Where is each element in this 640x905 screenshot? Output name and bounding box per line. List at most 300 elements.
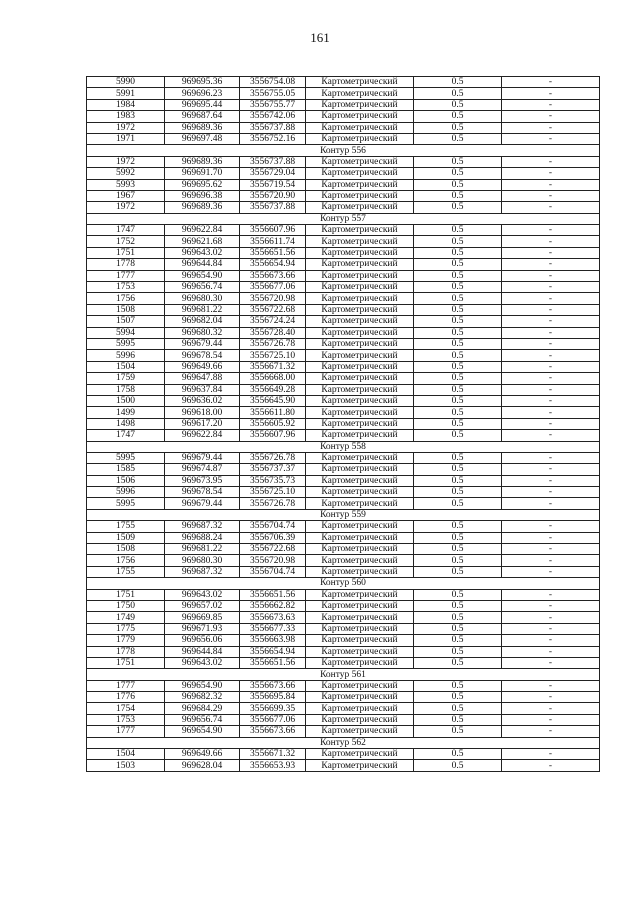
empty-value-cell: - bbox=[502, 247, 600, 258]
y-coordinate-cell: 3556651.56 bbox=[240, 657, 306, 668]
point-number-cell: 1753 bbox=[87, 714, 165, 725]
accuracy-cell: 0.5 bbox=[414, 225, 502, 236]
y-coordinate-cell: 3556611.80 bbox=[240, 407, 306, 418]
table-row bbox=[87, 111, 600, 122]
method-cell: Картометрический bbox=[306, 555, 414, 566]
table-row bbox=[87, 384, 600, 395]
accuracy-cell: 0.5 bbox=[414, 395, 502, 406]
accuracy-cell: 0.5 bbox=[414, 487, 502, 498]
method-cell: Картометрический bbox=[306, 612, 414, 623]
method-cell: Картометрический bbox=[306, 225, 414, 236]
empty-value-cell: - bbox=[502, 646, 600, 657]
y-coordinate-cell: 3556737.88 bbox=[240, 156, 306, 167]
x-coordinate-cell: 969695.44 bbox=[165, 99, 240, 110]
accuracy-cell: 0.5 bbox=[414, 168, 502, 179]
method-cell: Картометрический bbox=[306, 600, 414, 611]
method-cell: Картометрический bbox=[306, 77, 414, 88]
point-number-cell: 1755 bbox=[87, 566, 165, 577]
method-cell: Картометрический bbox=[306, 338, 414, 349]
contour-label: Контур 556 bbox=[87, 145, 600, 156]
empty-value-cell: - bbox=[502, 566, 600, 577]
contour-header-row bbox=[87, 578, 600, 589]
x-coordinate-cell: 969621.68 bbox=[165, 236, 240, 247]
coordinates-table-body bbox=[87, 77, 600, 772]
method-cell: Картометрический bbox=[306, 304, 414, 315]
empty-value-cell: - bbox=[502, 316, 600, 327]
point-number-cell: 5994 bbox=[87, 327, 165, 338]
contour-header-row bbox=[87, 737, 600, 748]
table-row bbox=[87, 282, 600, 293]
x-coordinate-cell: 969671.93 bbox=[165, 623, 240, 634]
contour-label: Контур 562 bbox=[87, 737, 600, 748]
table-row bbox=[87, 635, 600, 646]
x-coordinate-cell: 969636.02 bbox=[165, 395, 240, 406]
accuracy-cell: 0.5 bbox=[414, 327, 502, 338]
y-coordinate-cell: 3556755.05 bbox=[240, 88, 306, 99]
y-coordinate-cell: 3556737.37 bbox=[240, 464, 306, 475]
contour-label: Контур 559 bbox=[87, 509, 600, 520]
accuracy-cell: 0.5 bbox=[414, 589, 502, 600]
accuracy-cell: 0.5 bbox=[414, 623, 502, 634]
x-coordinate-cell: 969682.32 bbox=[165, 692, 240, 703]
empty-value-cell: - bbox=[502, 384, 600, 395]
table-row bbox=[87, 133, 600, 144]
empty-value-cell: - bbox=[502, 714, 600, 725]
point-number-cell: 5996 bbox=[87, 350, 165, 361]
point-number-cell: 1508 bbox=[87, 304, 165, 315]
point-number-cell: 1749 bbox=[87, 612, 165, 623]
table-row bbox=[87, 190, 600, 201]
method-cell: Картометрический bbox=[306, 418, 414, 429]
table-row bbox=[87, 179, 600, 190]
point-number-cell: 1747 bbox=[87, 225, 165, 236]
point-number-cell: 5995 bbox=[87, 338, 165, 349]
y-coordinate-cell: 3556729.04 bbox=[240, 168, 306, 179]
method-cell: Картометрический bbox=[306, 532, 414, 543]
accuracy-cell: 0.5 bbox=[414, 452, 502, 463]
y-coordinate-cell: 3556653.93 bbox=[240, 760, 306, 771]
y-coordinate-cell: 3556752.16 bbox=[240, 133, 306, 144]
point-number-cell: 1775 bbox=[87, 623, 165, 634]
point-number-cell: 1967 bbox=[87, 190, 165, 201]
method-cell: Картометрический bbox=[306, 122, 414, 133]
point-number-cell: 1503 bbox=[87, 760, 165, 771]
method-cell: Картометрический bbox=[306, 202, 414, 213]
empty-value-cell: - bbox=[502, 498, 600, 509]
point-number-cell: 1778 bbox=[87, 646, 165, 657]
page-number: 161 bbox=[310, 30, 330, 45]
accuracy-cell: 0.5 bbox=[414, 156, 502, 167]
method-cell: Картометрический bbox=[306, 384, 414, 395]
empty-value-cell: - bbox=[502, 680, 600, 691]
point-number-cell: 1779 bbox=[87, 635, 165, 646]
point-number-cell: 1972 bbox=[87, 202, 165, 213]
table-row bbox=[87, 544, 600, 555]
table-row bbox=[87, 657, 600, 668]
point-number-cell: 1498 bbox=[87, 418, 165, 429]
x-coordinate-cell: 969618.00 bbox=[165, 407, 240, 418]
empty-value-cell: - bbox=[502, 612, 600, 623]
method-cell: Картометрический bbox=[306, 316, 414, 327]
point-number-cell: 1506 bbox=[87, 475, 165, 486]
empty-value-cell: - bbox=[502, 168, 600, 179]
x-coordinate-cell: 969680.32 bbox=[165, 327, 240, 338]
accuracy-cell: 0.5 bbox=[414, 282, 502, 293]
y-coordinate-cell: 3556737.88 bbox=[240, 122, 306, 133]
table-row bbox=[87, 760, 600, 771]
point-number-cell: 1751 bbox=[87, 589, 165, 600]
accuracy-cell: 0.5 bbox=[414, 635, 502, 646]
y-coordinate-cell: 3556724.24 bbox=[240, 316, 306, 327]
y-coordinate-cell: 3556726.78 bbox=[240, 338, 306, 349]
y-coordinate-cell: 3556704.74 bbox=[240, 566, 306, 577]
table-row bbox=[87, 293, 600, 304]
method-cell: Картометрический bbox=[306, 99, 414, 110]
method-cell: Картометрический bbox=[306, 760, 414, 771]
empty-value-cell: - bbox=[502, 156, 600, 167]
method-cell: Картометрический bbox=[306, 133, 414, 144]
y-coordinate-cell: 3556728.40 bbox=[240, 327, 306, 338]
table-row bbox=[87, 247, 600, 258]
point-number-cell: 1759 bbox=[87, 373, 165, 384]
table-row bbox=[87, 703, 600, 714]
table-row bbox=[87, 88, 600, 99]
y-coordinate-cell: 3556673.66 bbox=[240, 270, 306, 281]
point-number-cell: 1507 bbox=[87, 316, 165, 327]
y-coordinate-cell: 3556722.68 bbox=[240, 544, 306, 555]
y-coordinate-cell: 3556677.06 bbox=[240, 714, 306, 725]
x-coordinate-cell: 969687.64 bbox=[165, 111, 240, 122]
x-coordinate-cell: 969656.06 bbox=[165, 635, 240, 646]
x-coordinate-cell: 969649.66 bbox=[165, 361, 240, 372]
empty-value-cell: - bbox=[502, 430, 600, 441]
accuracy-cell: 0.5 bbox=[414, 373, 502, 384]
method-cell: Картометрический bbox=[306, 190, 414, 201]
x-coordinate-cell: 969679.44 bbox=[165, 452, 240, 463]
coordinates-table bbox=[86, 76, 600, 772]
y-coordinate-cell: 3556662.82 bbox=[240, 600, 306, 611]
method-cell: Картометрический bbox=[306, 430, 414, 441]
table-row bbox=[87, 99, 600, 110]
contour-label: Контур 558 bbox=[87, 441, 600, 452]
table-row bbox=[87, 612, 600, 623]
y-coordinate-cell: 3556673.66 bbox=[240, 726, 306, 737]
empty-value-cell: - bbox=[502, 327, 600, 338]
empty-value-cell: - bbox=[502, 703, 600, 714]
y-coordinate-cell: 3556695.84 bbox=[240, 692, 306, 703]
y-coordinate-cell: 3556720.98 bbox=[240, 293, 306, 304]
empty-value-cell: - bbox=[502, 99, 600, 110]
x-coordinate-cell: 969687.32 bbox=[165, 521, 240, 532]
table-row bbox=[87, 714, 600, 725]
method-cell: Картометрический bbox=[306, 680, 414, 691]
point-number-cell: 1747 bbox=[87, 430, 165, 441]
empty-value-cell: - bbox=[502, 749, 600, 760]
empty-value-cell: - bbox=[502, 475, 600, 486]
method-cell: Картометрический bbox=[306, 589, 414, 600]
table-row bbox=[87, 726, 600, 737]
x-coordinate-cell: 969644.84 bbox=[165, 259, 240, 270]
table-row bbox=[87, 407, 600, 418]
x-coordinate-cell: 969654.90 bbox=[165, 726, 240, 737]
y-coordinate-cell: 3556720.90 bbox=[240, 190, 306, 201]
x-coordinate-cell: 969643.02 bbox=[165, 247, 240, 258]
point-number-cell: 1756 bbox=[87, 293, 165, 304]
table-row bbox=[87, 338, 600, 349]
accuracy-cell: 0.5 bbox=[414, 555, 502, 566]
accuracy-cell: 0.5 bbox=[414, 99, 502, 110]
empty-value-cell: - bbox=[502, 407, 600, 418]
table-row bbox=[87, 623, 600, 634]
empty-value-cell: - bbox=[502, 600, 600, 611]
accuracy-cell: 0.5 bbox=[414, 692, 502, 703]
table-row bbox=[87, 498, 600, 509]
contour-header-row bbox=[87, 509, 600, 520]
table-row bbox=[87, 680, 600, 691]
table-row bbox=[87, 77, 600, 88]
empty-value-cell: - bbox=[502, 532, 600, 543]
table-row bbox=[87, 156, 600, 167]
empty-value-cell: - bbox=[502, 190, 600, 201]
x-coordinate-cell: 969696.23 bbox=[165, 88, 240, 99]
table-row bbox=[87, 532, 600, 543]
y-coordinate-cell: 3556671.32 bbox=[240, 749, 306, 760]
accuracy-cell: 0.5 bbox=[414, 236, 502, 247]
point-number-cell: 5990 bbox=[87, 77, 165, 88]
y-coordinate-cell: 3556611.74 bbox=[240, 236, 306, 247]
point-number-cell: 1778 bbox=[87, 259, 165, 270]
empty-value-cell: - bbox=[502, 760, 600, 771]
table-row bbox=[87, 566, 600, 577]
table-row bbox=[87, 122, 600, 133]
accuracy-cell: 0.5 bbox=[414, 270, 502, 281]
empty-value-cell: - bbox=[502, 589, 600, 600]
x-coordinate-cell: 969656.74 bbox=[165, 714, 240, 725]
point-number-cell: 1508 bbox=[87, 544, 165, 555]
x-coordinate-cell: 969647.88 bbox=[165, 373, 240, 384]
method-cell: Картометрический bbox=[306, 407, 414, 418]
point-number-cell: 1972 bbox=[87, 122, 165, 133]
empty-value-cell: - bbox=[502, 635, 600, 646]
empty-value-cell: - bbox=[502, 293, 600, 304]
y-coordinate-cell: 3556704.74 bbox=[240, 521, 306, 532]
accuracy-cell: 0.5 bbox=[414, 179, 502, 190]
accuracy-cell: 0.5 bbox=[414, 350, 502, 361]
y-coordinate-cell: 3556673.63 bbox=[240, 612, 306, 623]
method-cell: Картометрический bbox=[306, 749, 414, 760]
accuracy-cell: 0.5 bbox=[414, 726, 502, 737]
point-number-cell: 1499 bbox=[87, 407, 165, 418]
y-coordinate-cell: 3556725.10 bbox=[240, 350, 306, 361]
y-coordinate-cell: 3556677.06 bbox=[240, 282, 306, 293]
empty-value-cell: - bbox=[502, 487, 600, 498]
accuracy-cell: 0.5 bbox=[414, 475, 502, 486]
method-cell: Картометрический bbox=[306, 270, 414, 281]
point-number-cell: 1758 bbox=[87, 384, 165, 395]
accuracy-cell: 0.5 bbox=[414, 88, 502, 99]
method-cell: Картометрический bbox=[306, 498, 414, 509]
x-coordinate-cell: 969689.36 bbox=[165, 156, 240, 167]
accuracy-cell: 0.5 bbox=[414, 190, 502, 201]
point-number-cell: 1971 bbox=[87, 133, 165, 144]
coordinates-table-wrapper bbox=[86, 76, 600, 772]
x-coordinate-cell: 969682.04 bbox=[165, 316, 240, 327]
y-coordinate-cell: 3556663.98 bbox=[240, 635, 306, 646]
point-number-cell: 1752 bbox=[87, 236, 165, 247]
point-number-cell: 1750 bbox=[87, 600, 165, 611]
point-number-cell: 1755 bbox=[87, 521, 165, 532]
table-row bbox=[87, 430, 600, 441]
table-row bbox=[87, 555, 600, 566]
accuracy-cell: 0.5 bbox=[414, 316, 502, 327]
contour-header-row bbox=[87, 441, 600, 452]
x-coordinate-cell: 969669.85 bbox=[165, 612, 240, 623]
x-coordinate-cell: 969689.36 bbox=[165, 202, 240, 213]
method-cell: Картометрический bbox=[306, 361, 414, 372]
point-number-cell: 1509 bbox=[87, 532, 165, 543]
table-row bbox=[87, 600, 600, 611]
x-coordinate-cell: 969673.95 bbox=[165, 475, 240, 486]
point-number-cell: 5995 bbox=[87, 498, 165, 509]
x-coordinate-cell: 969637.84 bbox=[165, 384, 240, 395]
empty-value-cell: - bbox=[502, 350, 600, 361]
table-row bbox=[87, 168, 600, 179]
y-coordinate-cell: 3556645.90 bbox=[240, 395, 306, 406]
method-cell: Картометрический bbox=[306, 487, 414, 498]
accuracy-cell: 0.5 bbox=[414, 418, 502, 429]
table-row bbox=[87, 646, 600, 657]
x-coordinate-cell: 969656.74 bbox=[165, 282, 240, 293]
accuracy-cell: 0.5 bbox=[414, 532, 502, 543]
y-coordinate-cell: 3556726.78 bbox=[240, 498, 306, 509]
accuracy-cell: 0.5 bbox=[414, 464, 502, 475]
table-row bbox=[87, 464, 600, 475]
empty-value-cell: - bbox=[502, 259, 600, 270]
table-row bbox=[87, 373, 600, 384]
contour-label: Контур 560 bbox=[87, 578, 600, 589]
accuracy-cell: 0.5 bbox=[414, 714, 502, 725]
y-coordinate-cell: 3556651.56 bbox=[240, 589, 306, 600]
empty-value-cell: - bbox=[502, 657, 600, 668]
empty-value-cell: - bbox=[502, 555, 600, 566]
y-coordinate-cell: 3556654.94 bbox=[240, 646, 306, 657]
method-cell: Картометрический bbox=[306, 88, 414, 99]
y-coordinate-cell: 3556671.32 bbox=[240, 361, 306, 372]
x-coordinate-cell: 969654.90 bbox=[165, 680, 240, 691]
method-cell: Картометрический bbox=[306, 475, 414, 486]
point-number-cell: 1777 bbox=[87, 270, 165, 281]
table-row bbox=[87, 236, 600, 247]
method-cell: Картометрический bbox=[306, 293, 414, 304]
method-cell: Картометрический bbox=[306, 623, 414, 634]
method-cell: Картометрический bbox=[306, 452, 414, 463]
empty-value-cell: - bbox=[502, 464, 600, 475]
y-coordinate-cell: 3556651.56 bbox=[240, 247, 306, 258]
table-row bbox=[87, 316, 600, 327]
table-row bbox=[87, 692, 600, 703]
table-row bbox=[87, 327, 600, 338]
y-coordinate-cell: 3556737.88 bbox=[240, 202, 306, 213]
accuracy-cell: 0.5 bbox=[414, 361, 502, 372]
accuracy-cell: 0.5 bbox=[414, 566, 502, 577]
x-coordinate-cell: 969681.22 bbox=[165, 304, 240, 315]
table-row bbox=[87, 350, 600, 361]
point-number-cell: 1504 bbox=[87, 361, 165, 372]
contour-header-row bbox=[87, 669, 600, 680]
x-coordinate-cell: 969680.30 bbox=[165, 555, 240, 566]
point-number-cell: 5996 bbox=[87, 487, 165, 498]
accuracy-cell: 0.5 bbox=[414, 384, 502, 395]
method-cell: Картометрический bbox=[306, 692, 414, 703]
method-cell: Картометрический bbox=[306, 156, 414, 167]
method-cell: Картометрический bbox=[306, 566, 414, 577]
accuracy-cell: 0.5 bbox=[414, 760, 502, 771]
point-number-cell: 5993 bbox=[87, 179, 165, 190]
method-cell: Картометрический bbox=[306, 111, 414, 122]
x-coordinate-cell: 969691.70 bbox=[165, 168, 240, 179]
accuracy-cell: 0.5 bbox=[414, 304, 502, 315]
point-number-cell: 1585 bbox=[87, 464, 165, 475]
empty-value-cell: - bbox=[502, 521, 600, 532]
empty-value-cell: - bbox=[502, 395, 600, 406]
x-coordinate-cell: 969657.02 bbox=[165, 600, 240, 611]
y-coordinate-cell: 3556654.94 bbox=[240, 259, 306, 270]
x-coordinate-cell: 969695.62 bbox=[165, 179, 240, 190]
empty-value-cell: - bbox=[502, 282, 600, 293]
y-coordinate-cell: 3556668.00 bbox=[240, 373, 306, 384]
accuracy-cell: 0.5 bbox=[414, 338, 502, 349]
accuracy-cell: 0.5 bbox=[414, 544, 502, 555]
y-coordinate-cell: 3556706.39 bbox=[240, 532, 306, 543]
method-cell: Картометрический bbox=[306, 259, 414, 270]
x-coordinate-cell: 969689.36 bbox=[165, 122, 240, 133]
table-row bbox=[87, 395, 600, 406]
empty-value-cell: - bbox=[502, 692, 600, 703]
table-row bbox=[87, 418, 600, 429]
method-cell: Картометрический bbox=[306, 703, 414, 714]
y-coordinate-cell: 3556605.92 bbox=[240, 418, 306, 429]
empty-value-cell: - bbox=[502, 133, 600, 144]
point-number-cell: 1983 bbox=[87, 111, 165, 122]
method-cell: Картометрический bbox=[306, 395, 414, 406]
empty-value-cell: - bbox=[502, 418, 600, 429]
accuracy-cell: 0.5 bbox=[414, 646, 502, 657]
x-coordinate-cell: 969643.02 bbox=[165, 657, 240, 668]
x-coordinate-cell: 969697.48 bbox=[165, 133, 240, 144]
method-cell: Картометрический bbox=[306, 373, 414, 384]
accuracy-cell: 0.5 bbox=[414, 407, 502, 418]
method-cell: Картометрический bbox=[306, 646, 414, 657]
point-number-cell: 1756 bbox=[87, 555, 165, 566]
method-cell: Картометрический bbox=[306, 657, 414, 668]
contour-header-row bbox=[87, 145, 600, 156]
point-number-cell: 5992 bbox=[87, 168, 165, 179]
empty-value-cell: - bbox=[502, 77, 600, 88]
table-row bbox=[87, 270, 600, 281]
y-coordinate-cell: 3556607.96 bbox=[240, 430, 306, 441]
x-coordinate-cell: 969674.87 bbox=[165, 464, 240, 475]
method-cell: Картометрический bbox=[306, 464, 414, 475]
y-coordinate-cell: 3556699.35 bbox=[240, 703, 306, 714]
y-coordinate-cell: 3556673.66 bbox=[240, 680, 306, 691]
point-number-cell: 1984 bbox=[87, 99, 165, 110]
empty-value-cell: - bbox=[502, 88, 600, 99]
accuracy-cell: 0.5 bbox=[414, 521, 502, 532]
accuracy-cell: 0.5 bbox=[414, 247, 502, 258]
table-row bbox=[87, 225, 600, 236]
y-coordinate-cell: 3556735.73 bbox=[240, 475, 306, 486]
contour-label: Контур 561 bbox=[87, 669, 600, 680]
